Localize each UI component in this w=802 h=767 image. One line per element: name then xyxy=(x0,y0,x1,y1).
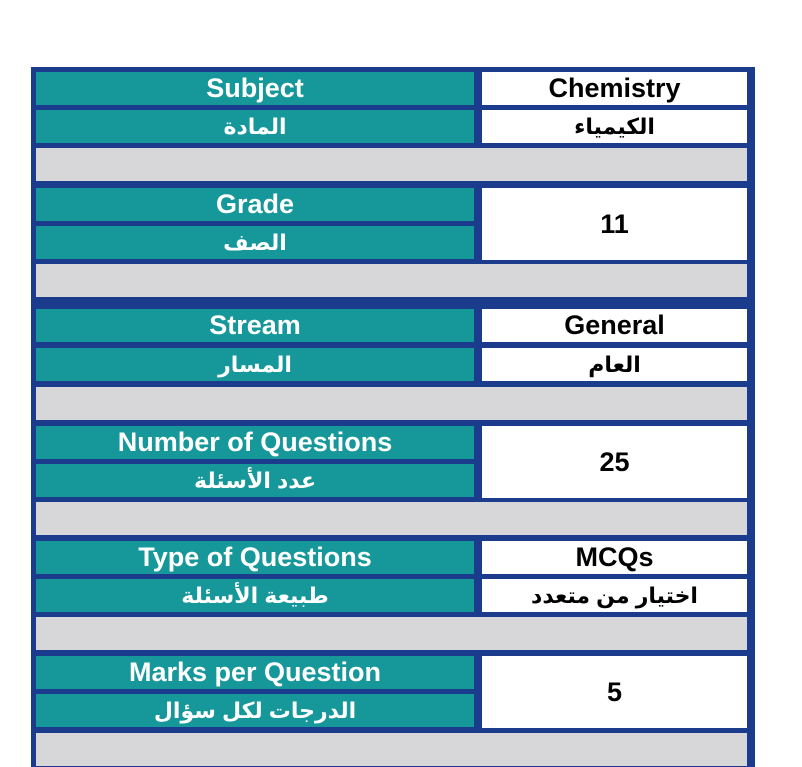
stream-label-ar: المسار xyxy=(36,348,474,381)
spacer-row xyxy=(36,264,747,297)
type-questions-label-ar: طبيعة الأسئلة xyxy=(36,579,474,612)
stream-value-en: General xyxy=(482,309,747,342)
spacer-row xyxy=(36,617,747,650)
grade-label-en: Grade xyxy=(36,188,474,221)
type-questions-label-en: Type of Questions xyxy=(36,541,474,574)
grade-label-ar: الصف xyxy=(36,226,474,259)
stream-label-en: Stream xyxy=(36,309,474,342)
subject-label-en: Subject xyxy=(36,72,474,105)
stream-value-ar: العام xyxy=(482,348,747,381)
spacer-row xyxy=(36,502,747,535)
subject-value-en: Chemistry xyxy=(482,72,747,105)
type-questions-value-en: MCQs xyxy=(482,541,747,574)
num-questions-label-ar: عدد الأسئلة xyxy=(36,464,474,497)
num-questions-label-en: Number of Questions xyxy=(36,426,474,459)
spacer-row xyxy=(36,387,747,420)
type-questions-value-ar: اختيار من متعدد xyxy=(482,579,747,612)
marks-label-ar: الدرجات لكل سؤال xyxy=(36,694,474,727)
subject-label-ar: المادة xyxy=(36,110,474,143)
spacer-row xyxy=(36,148,747,181)
subject-value-ar: الكيمياء xyxy=(482,110,747,143)
grade-value: 11 xyxy=(482,188,747,260)
spacer-row xyxy=(36,733,747,766)
marks-label-en: Marks per Question xyxy=(36,656,474,689)
num-questions-value: 25 xyxy=(482,426,747,498)
exam-info-table xyxy=(31,67,755,767)
marks-value: 5 xyxy=(482,656,747,728)
